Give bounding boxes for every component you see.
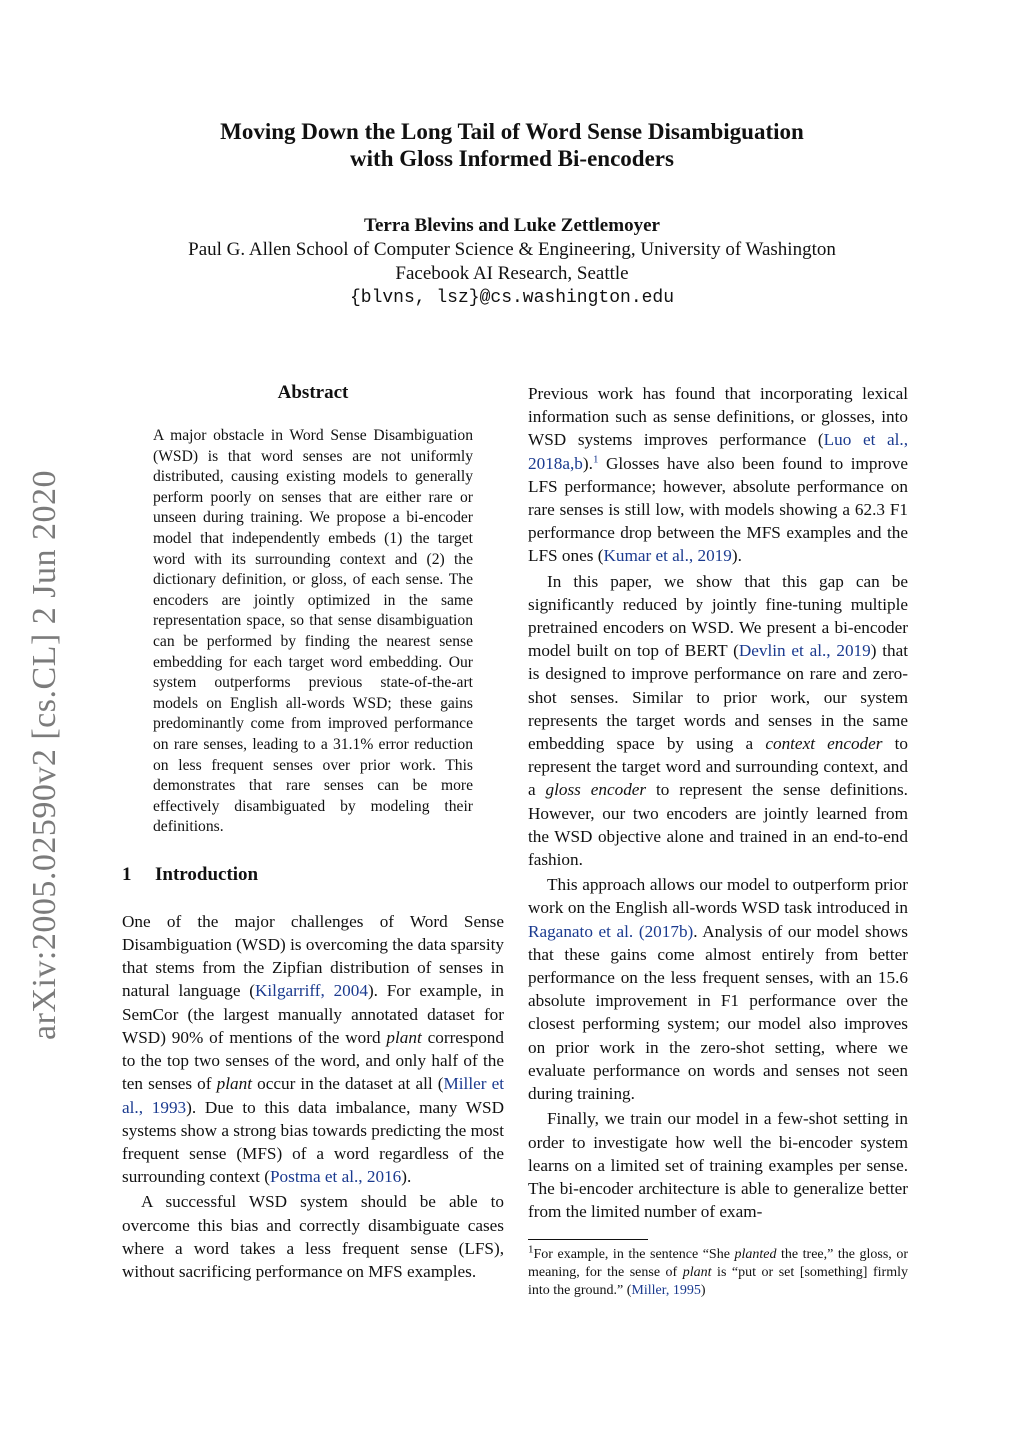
citation-link[interactable]: Kumar et al., 2019: [603, 546, 732, 566]
author-block: [112, 214, 912, 310]
intro-paragraph-3: Previous work has found that incorporating lexical information such as sense definitions, or glosses, into WSD systems improves performance (Luo et al., 2018a,b).$^1$ Glosses have also been found to improve LFS performance; however, absolute performance on rare senses is still low, with models showing a 62.3 F1 performance drop between the MFS examples and the LFS ones (Kumar et al., 2019).: [528, 384, 908, 566]
citation-link[interactable]: Devlin et al., 2019: [738, 641, 871, 661]
citation-link[interactable]: Postma et al., 2016: [269, 1167, 402, 1187]
affiliation-fair: Facebook AI Research, Seattle: [395, 263, 629, 284]
arxiv-identifier: arXiv:2005.02590v2 [cs.CL] 2 Jun 2020: [26, 469, 63, 1040]
title-line-1: Moving Down the Long Tail of Word Sense Disambiguation: [220, 119, 804, 144]
intro-paragraph-2: A successful WSD system should be able to overcome this bias and correctly disambiguate cases where a word takes a less frequent sense (LFS), without sacrificing performance on MFS examples.: [122, 1192, 504, 1281]
left-column: [122, 382, 504, 1283]
intro-paragraph-1: One of the major challenges of Word Sense Disambiguation (WSD) is overcoming the data sparsity that stems from the Zipfian distribution of senses in natural language (Kilgarriff, 2004). For example, in SemCor (the largest manually annotated dataset for WSD) 90% of mentions of the word plant correspond to the top two senses of the word, and only half of the ten senses of plant occur in the dataset at all (Miller et al., 1993). Due to this data imbalance, many WSD systems show a strong bias towards predicting the most frequent sense (MFS) of a word regardless of the surrounding context (Postma et al., 2016).: [122, 911, 504, 1187]
right-column: [528, 382, 908, 1300]
citation-link[interactable]: Miller et al., 1993: [122, 1074, 504, 1117]
abstract-heading: Abstract: [277, 382, 349, 403]
citation-link[interactable]: Miller, 1995: [631, 1283, 701, 1299]
section-heading-introduction: [122, 864, 504, 886]
citation-link[interactable]: Kilgarriff, 2004: [254, 981, 368, 1001]
intro-paragraph-5: This approach allows our model to outperform prior work on the English all-words WSD task introduced in Raganato et al. (2017b). Analysis of our model shows that these gains come almost entirely from better performance on the less frequent senses, with an 15.6 absolute improvement in F1 performance over the closest performing system; our model also improves on prior work in the zero-shot setting, where we evaluate performance on words and senses not seen during training.: [528, 875, 908, 1104]
footnote-number: 1: [528, 1243, 534, 1256]
intro-paragraph-4: In this paper, we show that this gap can be significantly reduced by jointly fine-tuning multiple pretrained encoders on WSD. We present a bi-encoder model built on top of BERT (Devlin et al., 2019) that is designed to improve performance on rare and zero-shot senses. Similar to prior work, our system represents the target words and senses in the same embedding space by using a context encoder to represent the target word and surrounding context, and a gloss encoder to represent the sense definitions. However, our two encoders are jointly learned from the WSD objective alone and trained in an end-to-end fashion.: [528, 571, 909, 870]
author-names: Terra Blevins and Luke Zettlemoyer: [364, 215, 660, 236]
title-line-2: with Gloss Informed Bi-encoders: [350, 146, 674, 171]
paper-title: [112, 118, 912, 172]
citation-link[interactable]: Raganato et al. (2017b): [528, 921, 694, 941]
affiliation-uw: Paul G. Allen School of Computer Science & Engineering, University of Washington: [188, 239, 836, 260]
abstract-text: A major obstacle in Word Sense Disambiguation (WSD) is that word senses are not uniformly distributed, causing existing models to generally perform poorly on senses that are either rare or unseen during training. We propose a bi-encoder model that independently embeds (1) the target word with its surrounding context and (2) the dictionary definition, or gloss, of each sense. The encoders are jointly optimized in the same representation space, so that sense disambiguation can be performed by finding the nearest sense embedding for each target word embedding. Our system outperforms previous state-of-the-art models on English all-words WSD; these gains predominantly come from improved performance on rare senses, leading to a 31.1% error reduction on less frequent senses over prior work. This demonstrates that rare senses can be more effectively disambiguated by modeling their definitions.: [153, 427, 473, 836]
intro-paragraph-6: Finally, we train our model in a few-shot setting in order to investigate how well the bi-encoder system learns on a limited set of training examples per sense. The bi-encoder architecture is able to generalize better from the limited number of exam-: [528, 1109, 908, 1222]
section-number: 1: [122, 863, 132, 885]
section-title: Introduction: [155, 863, 259, 885]
author-email: {blvns, lsz}@cs.washington.edu: [349, 288, 675, 308]
footnote-1: $^1$For example, in the sentence “She planted the tree,” the gloss, or meaning, for the sense of plant is “put or set [something] firmly into the ground.” (Miller, 1995): [528, 1243, 908, 1299]
footnote-marker[interactable]: 1: [592, 452, 599, 465]
citation-link[interactable]: Luo et al., 2018a,b: [528, 430, 908, 473]
footnote-divider: [528, 1239, 648, 1240]
